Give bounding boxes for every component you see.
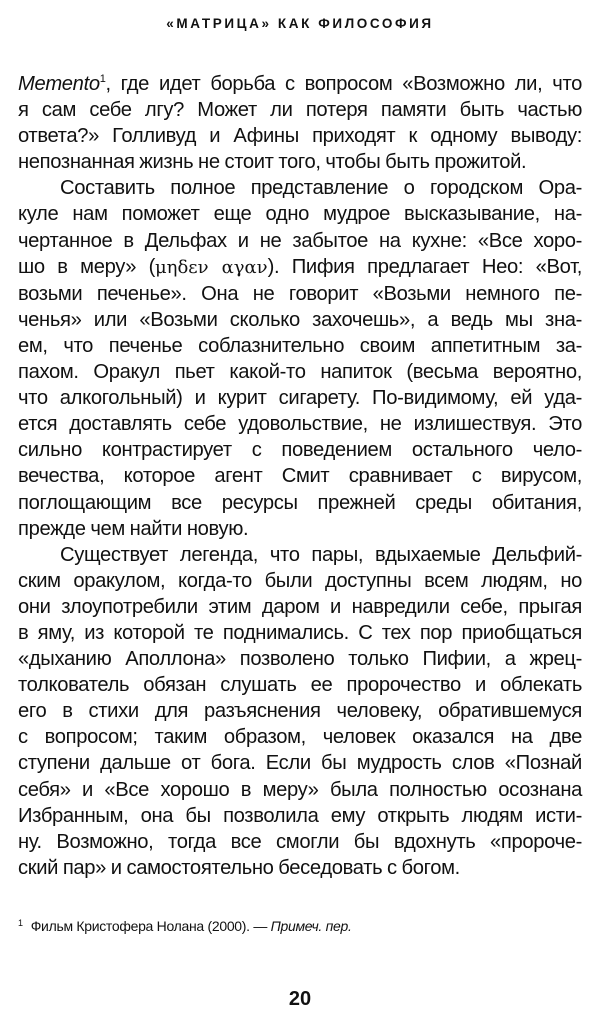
body-text [18,71,582,881]
paragraph-2 [18,175,582,541]
text-line: куле нам поможет еще одно мудрое высказывание, на- [18,203,582,226]
text-line: его в стихи для разъяснения человеку, обратившемуся [18,700,582,723]
text-line: сильно контрастирует с поведением остального чело- [18,439,582,462]
page-number: 20 [288,988,312,1010]
text-line: ский пар» и самостоятельно беседовать с богом. [18,856,460,879]
greek-phrase: μηδεν αγαν [154,256,268,278]
text-line: прежде чем найти новую. [18,517,249,540]
text-line: Избранным, она бы позволила ему открыть людям исти- [18,804,582,827]
running-title: «МАТРИЦА» КАК ФИЛОСОФИЯ [166,16,434,31]
footnote-note: Примеч. пер. [270,918,352,934]
text-line: поглощающим все ресурсы прежней среды обитания, [18,491,582,514]
text-line: ченья» или «Возьми сколько захочешь», а ведь мы зна- [18,308,582,331]
footnote [18,917,352,935]
text-line: непознанная жизнь не стоит того, чтобы быть прожитой. [18,151,527,174]
text-line: возьми печенье». Она не говорит «Возьми немного пе- [18,282,582,305]
text-line: «дыханию Аполлона» позволено только Пифии, а жрец- [18,648,582,671]
text-line: с вопросом; таким образом, человек оказался на две [18,726,582,749]
text-line: Memento$^1$, где идет борьба с вопросом «Возможно ли, что [18,73,582,95]
text-line: ется доставлять себе удовольствие, не излишествуя. Это [18,413,582,436]
text-line: вечества, которое агент Смит сравнивает с вирусом, [18,465,582,488]
paragraph-3 [18,542,582,881]
text-line: Существует легенда, что пары, вдыхаемые Дельфий- [60,543,582,566]
footnote-marker: 1 [18,918,23,928]
text-line: ответа?» Голливуд и Афины приходят к одному выводу: [18,125,582,148]
text-line: Составить полное представление о городском Ора- [60,177,582,200]
text-line: толкователь обязан слушать ее пророчество и облекать [18,674,582,697]
text-line: ем, что печенье соблазнительно своим аппетитным за- [18,334,582,357]
footnote-text: Фильм Кристофера Нолана (2000). — [30,918,271,934]
text-line: пахом. Оракул пьет какой-то напиток (весьма вероятно, [18,361,582,384]
text-line: я сам себе лгу? Может ли потеря памяти быть частью [18,99,582,122]
text-line: что алкогольный) и курит сигарету. По-видимому, ей уда- [18,387,582,410]
text-line: в яму, из которой те поднимались. С тех пор приобщаться [18,621,582,644]
film-title: Memento [18,73,100,95]
text-line: себя» и «Все хорошо в меру» была полностью осознана [18,778,582,801]
text-line: чертанное в Дельфах и не забытое на кухне: «Все хоро- [18,229,582,252]
paragraph-1 [18,71,582,175]
text-line: ну. Возможно, тогда все смогли бы вдохнуть «пророче- [18,830,582,853]
text-line: ступени дальше от бога. Если бы мудрость слов «Познай [18,752,582,775]
text-line: шо в меру» (μηδεν αγαν). Пифия предлагает Нео: «Вот, [18,255,582,278]
footnote-reference[interactable]: 1 [99,73,106,85]
text-line: они злоупотребили этим даром и навредили себе, прыгая [18,595,582,618]
text-line: ским оракулом, когда-то были доступны всем людям, но [18,569,582,592]
